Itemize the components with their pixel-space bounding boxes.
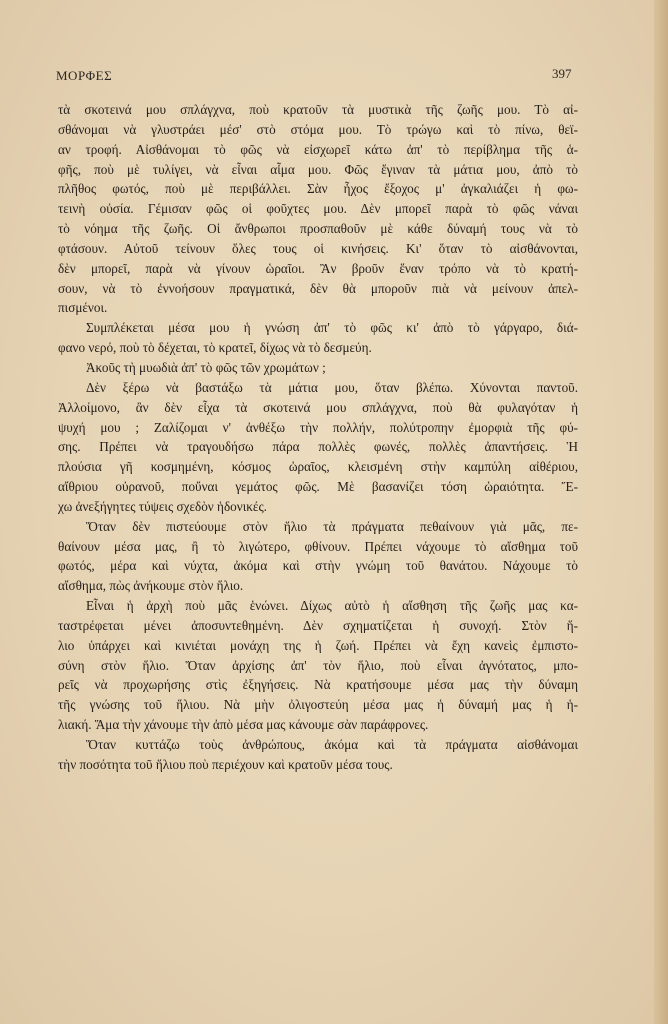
- text-line: Ὅταν κυττάζω τοὺς ἀνθρώπους, ἀκόμα καὶ τὰ πράγματα αἰσθάνομαι: [86, 737, 578, 752]
- running-title: ΜΟΡΦΕΣ: [56, 68, 113, 83]
- text-line: πισμένοι.: [58, 300, 108, 316]
- text-line: δὲν μπορεῖ, παρὰ νὰ γίνουν ὡραῖοι. Ἂν βροῦν ἕναν τρόπο νὰ τὸ κρατή-: [58, 260, 578, 276]
- text-line: σύνη στὸν ἥλιο. Ὅταν ἀρχίσης ἀπ' τὸν ἥλιο, ποὺ εἶναι ἀγνότατος, μπο-: [58, 657, 578, 673]
- body-text: [58, 100, 578, 775]
- text-line: φωτός, μέρα καὶ νύχτα, ἀκόμα καὶ στὴν γνώμη τοῦ θανάτου. Νάχουμε τὸ: [58, 558, 578, 574]
- text-line: σουν, νὰ τὸ ἐννοήσουν πραγματικά, δὲν θὰ μποροῦν πιὰ νὰ μείνουν ἀπελ-: [58, 280, 578, 296]
- text-line: φῆς, ποὺ μὲ τυλίγει, νὰ εἶναι αἷμα μου. Φῶς ἔγιναν τὰ μάτια μου, ἀπὸ τὸ: [58, 161, 578, 177]
- text-line: σης. Πρέπει νὰ τραγουδήσω πάρα πολλὲς φωνές, πολλὲς ἀπαντήσεις. Ἡ: [58, 439, 578, 455]
- text-line: ρεῖς νὰ προχωρήσης στὶς ἐξηγήσεις. Νὰ κρατήσουμε μέσα μας τὴν δύναμη: [58, 677, 578, 693]
- text-line: τεινὴ οὐσία. Γέμισαν φῶς οἱ φοῦχτες μου. Δὲν μπορεῖ παρὰ τὸ φῶς νάναι: [58, 201, 578, 217]
- text-line: ταστρέφεται μένει ἀποσυντεθημένη. Δὲν σχηματίζεται ἡ συνοχή. Στὸν ἥ-: [58, 617, 578, 633]
- text-line: λιο ὑπάρχει καὶ κινιέται μονάχη της ἡ ζωή. Πρέπει νὰ ἔχη κανεὶς ἐμπιστο-: [58, 637, 578, 653]
- text-line: λιακή. Ἅμα τὴν χάνουμε τὴν ἀπὸ μέσα μας κάνουμε σὰν παράφρονες.: [58, 717, 429, 733]
- text-line: τὴν ποσότητα τοῦ ἥλιου ποὺ περιέχουν καὶ κρατοῦν μέσα τους.: [58, 756, 393, 772]
- text-line: Ὅταν δὲν πιστεύουμε στὸν ἥλιο τὰ πράγματα πεθαίνουν γιὰ μᾶς, πε-: [86, 518, 578, 534]
- text-line: Συμπλέκεται μέσα μου ἡ γνώση ἀπ' τὸ φῶς κι' ἀπὸ τὸ γάργαρο, διά-: [86, 320, 578, 336]
- text-line: Ἀκοῦς τὴ μυωδιὰ ἀπ' τὸ φῶς τῶν χρωμάτων ;: [86, 359, 326, 375]
- text-line: φτάσουν. Αὐτοῦ τείνουν ὅλες τους οἱ κινήσεις. Κι' ὅταν τὸ αἰσθάνονται,: [58, 240, 578, 256]
- text-line: θαίνουν μέσα μας, ἢ τὸ λιγώτερο, φθίνουν. Πρέπει νάχουμε τὸ αἴσθημα τοῦ: [58, 538, 578, 554]
- text-line: αἴθριου οὐρανοῦ, ποὔναι γεμάτος φῶς. Μὲ βασανίζει τόση ὡραιότητα. Ἔ-: [58, 479, 578, 495]
- text-line: ψυχή μου ; Ζαλίζομαι ν' ἀνθέξω τὴν πολλήν, πολύτροπην ἐμορφιὰ τῆς φύ-: [58, 419, 578, 435]
- text-line: πλῆθος φωτός, ποὺ μὲ περιβάλλει. Σὰν ἦχος ἔξοχος μ' ἀγκαλιάζει ἡ φω-: [58, 181, 578, 197]
- text-line: Εἶναι ἡ ἀρχὴ ποὺ μᾶς ἑνώνει. Δίχως αὐτὸ ἡ αἴσθηση τῆς ζωῆς μας κα-: [86, 598, 578, 614]
- text-line: πλούσια γῆ κοσμημένη, κόσμος ὡραῖος, κλεισμένη στὴν καμπύλη αἰθέριου,: [58, 459, 578, 475]
- text-line: τὸ νόημα τῆς ζωῆς. Οἱ ἄνθρωποι προσπαθοῦν μὲ κάθε δύναμή τους νὰ τὸ: [58, 221, 578, 237]
- text-line: φανο νερό, ποὺ τὸ δέχεται, τὸ κρατεῖ, δίχως νὰ τὸ δεσμεύη.: [58, 340, 372, 356]
- text-line: τῆς γνώσης τοῦ ἥλιου. Νὰ μὴν ὀλιγοστεύη μέσα μας ἡ δύναμή μας ἡ ἡ-: [58, 697, 578, 713]
- page-number: 397: [552, 66, 572, 81]
- text-line: Ἀλλοίμονο, ἂν δὲν εἶχα τὰ σκοτεινά μου σπλάγχνα, ποὺ θὰ φυλαγόταν ἡ: [58, 399, 578, 415]
- page-edge: [654, 0, 668, 1024]
- text-line: Δὲν ξέρω νὰ βαστάξω τὰ μάτια μου, ὅταν βλέπω. Χύνονται παντοῦ.: [86, 379, 578, 395]
- text-line: αν τροφή. Αἰσθάνομαι τὸ φῶς νὰ εἰσχωρεῖ κάτω ἀπ' τὸ περίβλημα τῆς ἁ-: [58, 141, 578, 157]
- text-line: αἴσθημα, πὼς ἀνήκουμε στὸν ἥλιο.: [58, 578, 244, 594]
- text-line: τὰ σκοτεινά μου σπλάγχνα, ποὺ κρατοῦν τὰ μυστικὰ τῆς ζωῆς μου. Τὸ αἰ-: [58, 102, 578, 117]
- text-line: χω ἀνεξήγητες τύψεις σχεδὸν ἡδονικές.: [58, 498, 267, 514]
- text-line: σθάνομαι νὰ γλυστράει μέσ' στὸ στόμα μου. Τὸ τρώγω καὶ τὸ πίνω, θεϊ-: [58, 121, 578, 137]
